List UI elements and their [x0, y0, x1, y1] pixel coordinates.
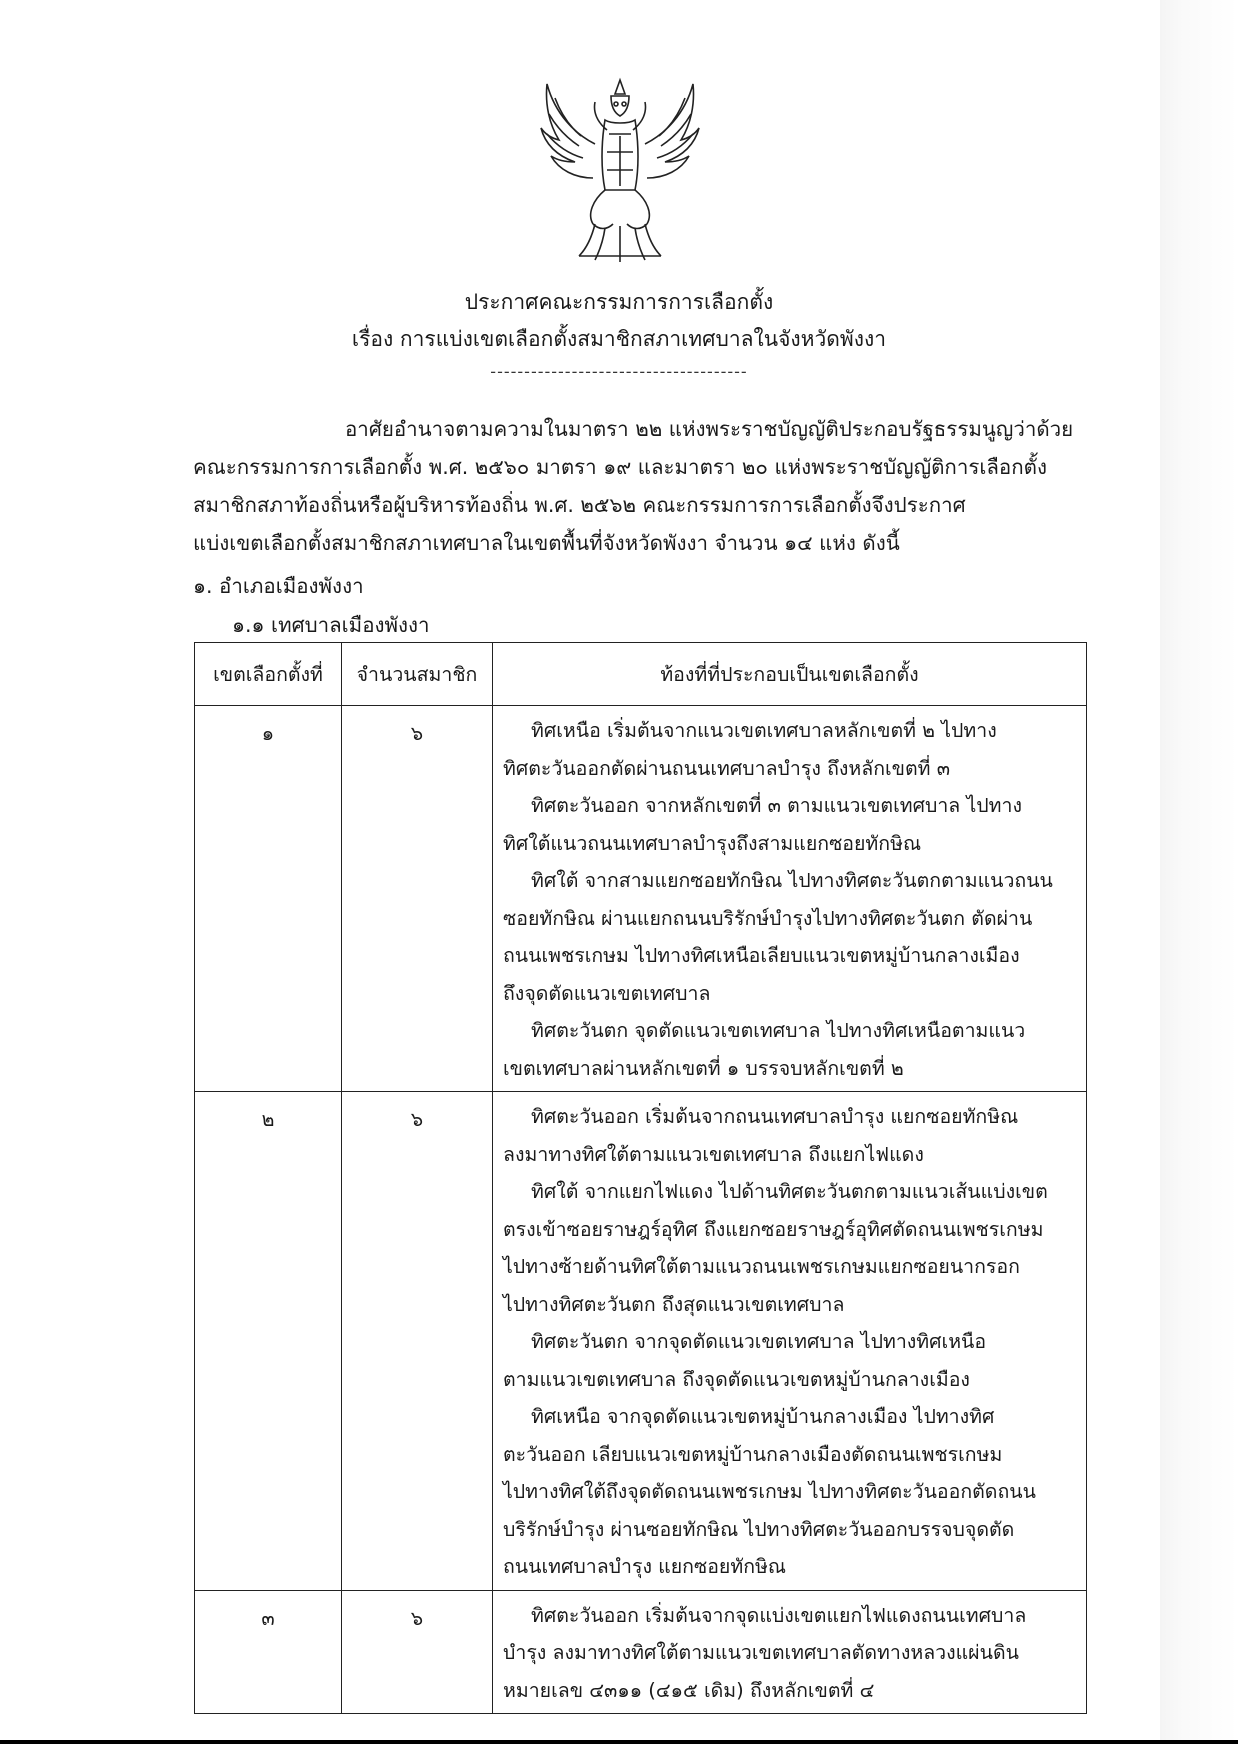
intro-line: อาศัยอำนาจตามความในมาตรา ๒๒ แห่งพระราชบัญญัติประกอบรัฐธรรมนูญว่าด้วย	[345, 417, 1074, 441]
table-row	[195, 706, 1087, 1092]
zone-number: ๑	[195, 706, 342, 1092]
boundary-line: ทิศตะวันออก เริ่มต้นจากถนนเทศบาลบำรุง แยกซอยทักษิณ	[531, 1105, 1019, 1128]
boundary-line: ตรงเข้าซอยราษฎร์อุทิศ ถึงแยกซอยราษฎร์อุทิศตัดถนนเพชรเกษม	[503, 1217, 1044, 1241]
zone-area-description	[493, 1590, 1087, 1714]
boundary-line: ทิศตะวันออก จากหลักเขตที่ ๓ ตามแนวเขตเทศบาล ไปทาง	[531, 794, 1022, 817]
table-row	[195, 1092, 1087, 1591]
intro-line: คณะกรรมการการเลือกตั้ง พ.ศ. ๒๕๖๐ มาตรา ๑๙ และมาตรา ๒๐ แห่งพระราชบัญญัติการเลือกตั้ง	[193, 455, 1047, 479]
member-count: ๖	[342, 1590, 493, 1714]
header-zone: เขตเลือกตั้งที่	[195, 643, 342, 706]
announcement-title: ประกาศคณะกรรมการการเลือกตั้ง	[464, 290, 774, 314]
boundary-line: ทิศใต้ จากสามแยกซอยทักษิณ ไปทางทิศตะวันตกตามแนวถนน	[531, 869, 1053, 892]
boundary-line: ทิศตะวันตก จุดตัดแนวเขตเทศบาล ไปทางทิศเหนือตามแนว	[531, 1019, 1026, 1042]
garuda-emblem-icon	[535, 74, 705, 264]
boundary-line: ถนนเพชรเกษม ไปทางทิศเหนือเลียบแนวเขตหมู่บ้านกลางเมือง	[503, 944, 1020, 967]
boundary-line: ถึงจุดตัดแนวเขตเทศบาล	[503, 981, 711, 1005]
boundary-line: หมายเลข ๔๓๑๑ (๔๑๕ เดิม) ถึงหลักเขตที่ ๔	[503, 1678, 875, 1702]
scan-edge-shadow	[1160, 0, 1238, 1744]
scan-bottom-edge	[0, 1740, 1238, 1744]
boundary-line: ทิศตะวันตก จากจุดตัดแนวเขตเทศบาล ไปทางทิศเหนือ	[531, 1330, 987, 1353]
boundary-line: ทิศเหนือ จากจุดตัดแนวเขตหมู่บ้านกลางเมือง ไปทางทิศ	[531, 1405, 995, 1428]
electoral-zones-table	[194, 642, 1087, 1714]
boundary-line: ทิศตะวันออกตัดผ่านถนนเทศบาลบำรุง ถึงหลักเขตที่ ๓	[503, 756, 951, 780]
boundary-line: ลงมาทางทิศใต้ตามแนวเขตเทศบาล ถึงแยกไฟแดง	[503, 1142, 924, 1166]
zone-number: ๒	[195, 1092, 342, 1591]
title-separator: --------------------------------------	[490, 362, 748, 381]
boundary-line: ไปทางซ้ายด้านทิศใต้ตามแนวถนนเพชรเกษมแยกซอยนากรอก	[503, 1255, 1020, 1278]
intro-line: สมาชิกสภาท้องถิ่นหรือผู้บริหารท้องถิ่น พ.ศ. ๒๕๖๒ คณะกรรมการการเลือกตั้งจึงประกาศ	[193, 493, 966, 517]
boundary-line: ทิศเหนือ เริ่มต้นจากแนวเขตเทศบาลหลักเขตที่ ๒ ไปทาง	[531, 719, 997, 742]
boundary-line: เขตเทศบาลผ่านหลักเขตที่ ๑ บรรจบหลักเขตที่ ๒	[503, 1056, 904, 1080]
member-count: ๖	[342, 1092, 493, 1591]
boundary-line: ถนนเทศบาลบำรุง แยกซอยทักษิณ	[503, 1555, 786, 1578]
announcement-subject: เรื่อง การแบ่งเขตเลือกตั้งสมาชิกสภาเทศบาลในจังหวัดพังงา	[351, 327, 887, 351]
table-header-row	[195, 643, 1087, 706]
boundary-line: ทิศใต้ จากแยกไฟแดง ไปด้านทิศตะวันตกตามแนวเส้นแบ่งเขต	[531, 1180, 1048, 1203]
boundary-line: ไปทางทิศตะวันตก ถึงสุดแนวเขตเทศบาล	[503, 1292, 845, 1316]
boundary-line: ตะวันออก เลียบแนวเขตหมู่บ้านกลางเมืองตัดถนนเพชรเกษม	[503, 1442, 1003, 1466]
boundary-line: ซอยทักษิณ ผ่านแยกถนนบริรักษ์บำรุงไปทางทิศตะวันตก ตัดผ่าน	[503, 906, 1033, 930]
zone-number: ๓	[195, 1590, 342, 1714]
zone-area-description	[493, 706, 1087, 1092]
boundary-line: บริรักษ์บำรุง ผ่านซอยทักษิณ ไปทางทิศตะวันออกบรรจบจุดตัด	[503, 1517, 1015, 1541]
intro-line: แบ่งเขตเลือกตั้งสมาชิกสภาเทศบาลในเขตพื้นที่จังหวัดพังงา จำนวน ๑๔ แห่ง ดังนี้	[193, 531, 900, 555]
municipality-heading: ๑.๑ เทศบาลเมืองพังงา	[232, 613, 430, 637]
district-heading: ๑. อำเภอเมืองพังงา	[193, 574, 364, 598]
header-area: ท้องที่ที่ประกอบเป็นเขตเลือกตั้ง	[493, 643, 1087, 706]
boundary-line: ตามแนวเขตเทศบาล ถึงจุดตัดแนวเขตหมู่บ้านกลางเมือง	[503, 1367, 970, 1391]
boundary-line: บำรุง ลงมาทางทิศใต้ตามแนวเขตเทศบาลตัดทางหลวงแผ่นดิน	[503, 1641, 1019, 1664]
zone-area-description	[493, 1092, 1087, 1591]
table-row	[195, 1590, 1087, 1714]
member-count: ๖	[342, 706, 493, 1092]
intro-paragraph	[193, 410, 1086, 562]
boundary-line: ทิศตะวันออก เริ่มต้นจากจุดแบ่งเขตแยกไฟแดงถนนเทศบาล	[531, 1603, 1027, 1627]
header-members: จำนวนสมาชิก	[342, 643, 493, 706]
boundary-line: ทิศใต้แนวถนนเทศบาลบำรุงถึงสามแยกซอยทักษิณ	[503, 831, 922, 855]
boundary-line: ไปทางทิศใต้ถึงจุดตัดถนนเพชรเกษม ไปทางทิศตะวันออกตัดถนน	[503, 1480, 1036, 1503]
